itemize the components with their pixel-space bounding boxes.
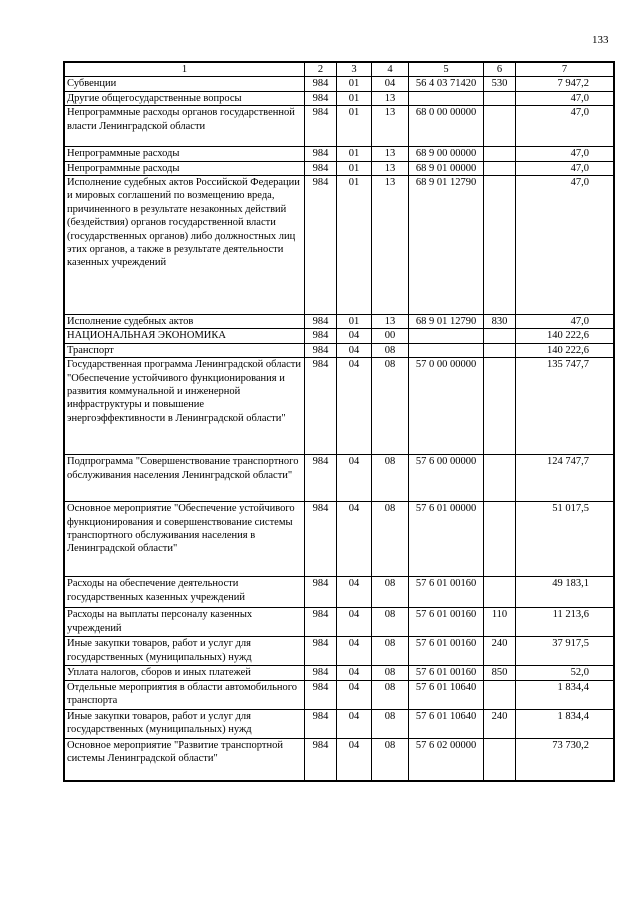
row-target-article: 57 6 01 00160 [409,608,484,637]
row-amount: 37 917,5 [516,637,614,666]
row-expense-type [484,577,516,608]
row-amount: 47,0 [516,91,614,105]
row-section: 04 [337,329,372,343]
row-subsection: 08 [372,666,409,680]
row-expense-type [484,358,516,455]
row-target-article: 68 9 01 12790 [409,176,484,315]
page-number: 133 [592,34,609,46]
table-row [65,738,614,780]
row-target-article [409,343,484,357]
row-name: Расходы на обеспечение деятельности государственных казенных учреждений [65,577,305,608]
row-name: Иные закупки товаров, работ и услуг для государственных (муниципальных) нужд [65,709,305,738]
table-row [65,502,614,577]
row-code: 984 [305,666,337,680]
row-expense-type [484,176,516,315]
row-target-article: 57 0 00 00000 [409,358,484,455]
row-subsection: 13 [372,161,409,175]
table-row [65,680,614,709]
row-amount: 7 947,2 [516,77,614,91]
table-row [65,358,614,455]
row-subsection: 08 [372,455,409,502]
row-subsection: 08 [372,637,409,666]
row-subsection: 13 [372,176,409,315]
row-code: 984 [305,680,337,709]
header-cell: 4 [372,63,409,77]
row-section: 04 [337,738,372,780]
row-target-article: 57 6 01 10640 [409,680,484,709]
row-expense-type: 240 [484,709,516,738]
row-code: 984 [305,106,337,147]
row-name: Основное мероприятие "Развитие транспортной системы Ленинградской области" [65,738,305,780]
header-cell: 1 [65,63,305,77]
row-name: Непрограммные расходы [65,147,305,161]
row-code: 984 [305,502,337,577]
row-expense-type [484,455,516,502]
row-expense-type [484,91,516,105]
table-row [65,577,614,608]
row-name: Расходы на выплаты персоналу казенных учреждений [65,608,305,637]
row-subsection: 08 [372,577,409,608]
row-amount: 49 183,1 [516,577,614,608]
row-subsection: 13 [372,106,409,147]
row-section: 01 [337,315,372,329]
row-section: 01 [337,106,372,147]
table-row [65,343,614,357]
table-row [65,147,614,161]
row-name: Основное мероприятие "Обеспечение устойчивого функционирования и совершенствование системы транспортного обслуживания населения в Ленинградской области" [65,502,305,577]
row-expense-type: 530 [484,77,516,91]
table-row [65,637,614,666]
row-target-article: 68 9 01 00000 [409,161,484,175]
row-amount: 73 730,2 [516,738,614,780]
table-row [65,161,614,175]
row-code: 984 [305,709,337,738]
row-expense-type [484,147,516,161]
header-cell: 5 [409,63,484,77]
row-target-article: 57 6 02 00000 [409,738,484,780]
row-subsection: 08 [372,358,409,455]
row-expense-type: 830 [484,315,516,329]
table-row [65,176,614,315]
row-amount: 140 222,6 [516,329,614,343]
row-subsection: 08 [372,738,409,780]
row-amount: 140 222,6 [516,343,614,357]
table-row [65,455,614,502]
row-amount: 47,0 [516,147,614,161]
row-code: 984 [305,329,337,343]
row-target-article: 57 6 01 00160 [409,577,484,608]
row-expense-type [484,161,516,175]
row-expense-type [484,680,516,709]
row-code: 984 [305,315,337,329]
row-name: НАЦИОНАЛЬНАЯ ЭКОНОМИКА [65,329,305,343]
row-amount: 124 747,7 [516,455,614,502]
row-amount: 52,0 [516,666,614,680]
table-header-row [65,63,614,77]
row-subsection: 08 [372,343,409,357]
table-row [65,91,614,105]
row-amount: 11 213,6 [516,608,614,637]
row-subsection: 13 [372,91,409,105]
row-expense-type [484,106,516,147]
row-section: 04 [337,502,372,577]
row-amount: 135 747,7 [516,358,614,455]
row-section: 01 [337,147,372,161]
row-section: 01 [337,176,372,315]
header-cell: 7 [516,63,614,77]
row-name: Субвенции [65,77,305,91]
row-name: Подпрограмма "Совершенствование транспортного обслуживания населения Ленинградской области" [65,455,305,502]
row-amount: 47,0 [516,315,614,329]
row-section: 04 [337,455,372,502]
row-amount: 47,0 [516,161,614,175]
table-row [65,608,614,637]
row-expense-type: 110 [484,608,516,637]
header-cell: 6 [484,63,516,77]
row-target-article [409,329,484,343]
row-target-article: 56 4 03 71420 [409,77,484,91]
row-section: 01 [337,91,372,105]
row-section: 04 [337,637,372,666]
row-section: 04 [337,680,372,709]
row-amount: 51 017,5 [516,502,614,577]
row-expense-type [484,329,516,343]
row-name: Исполнение судебных актов [65,315,305,329]
row-subsection: 13 [372,315,409,329]
row-name: Иные закупки товаров, работ и услуг для государственных (муниципальных) нужд [65,637,305,666]
row-section: 04 [337,343,372,357]
row-name: Непрограммные расходы органов государственной власти Ленинградской области [65,106,305,147]
row-target-article: 57 6 01 00160 [409,666,484,680]
row-expense-type [484,343,516,357]
row-code: 984 [305,77,337,91]
row-name: Транспорт [65,343,305,357]
row-target-article: 57 6 01 00160 [409,637,484,666]
row-subsection: 08 [372,709,409,738]
row-code: 984 [305,608,337,637]
row-section: 04 [337,608,372,637]
row-code: 984 [305,91,337,105]
row-section: 01 [337,77,372,91]
row-amount: 47,0 [516,176,614,315]
row-name: Государственная программа Ленинградской области "Обеспечение устойчивого функционирования и развития коммунальной и инженерной инфраструктуры и повышение энергоэффективности в Ленинградской области" [65,358,305,455]
row-subsection: 04 [372,77,409,91]
row-code: 984 [305,343,337,357]
row-code: 984 [305,577,337,608]
row-expense-type: 240 [484,637,516,666]
row-expense-type: 850 [484,666,516,680]
row-target-article: 68 9 01 12790 [409,315,484,329]
row-code: 984 [305,637,337,666]
row-subsection: 08 [372,502,409,577]
row-code: 984 [305,147,337,161]
row-target-article: 57 6 01 00000 [409,502,484,577]
row-subsection: 08 [372,680,409,709]
row-subsection: 08 [372,608,409,637]
row-code: 984 [305,455,337,502]
row-name: Уплата налогов, сборов и иных платежей [65,666,305,680]
table-row [65,77,614,91]
table-row [65,106,614,147]
row-target-article [409,91,484,105]
row-expense-type [484,738,516,780]
row-expense-type [484,502,516,577]
row-section: 04 [337,666,372,680]
row-name: Непрограммные расходы [65,161,305,175]
table-row [65,315,614,329]
row-name: Другие общегосударственные вопросы [65,91,305,105]
row-amount: 1 834,4 [516,709,614,738]
row-name: Отдельные мероприятия в области автомобильного транспорта [65,680,305,709]
row-section: 01 [337,161,372,175]
table-row [65,329,614,343]
row-code: 984 [305,176,337,315]
row-section: 04 [337,709,372,738]
row-amount: 47,0 [516,106,614,147]
row-target-article: 68 9 00 00000 [409,147,484,161]
row-subsection: 13 [372,147,409,161]
header-cell: 3 [337,63,372,77]
row-code: 984 [305,358,337,455]
row-amount: 1 834,4 [516,680,614,709]
header-cell: 2 [305,63,337,77]
table-row [65,709,614,738]
row-section: 04 [337,577,372,608]
row-target-article: 68 0 00 00000 [409,106,484,147]
row-section: 04 [337,358,372,455]
row-name: Исполнение судебных актов Российской Федерации и мировых соглашений по возмещению вреда, причиненного в результате незаконных действий (бездействия) органов государственной власти (государственных органов) либо должностных лиц этих органов, а также в результате деятельности казенных учреждений [65,176,305,315]
row-target-article: 57 6 01 10640 [409,709,484,738]
row-subsection: 00 [372,329,409,343]
table-row [65,666,614,680]
row-target-article: 57 6 00 00000 [409,455,484,502]
budget-table [64,62,614,781]
row-code: 984 [305,161,337,175]
row-code: 984 [305,738,337,780]
